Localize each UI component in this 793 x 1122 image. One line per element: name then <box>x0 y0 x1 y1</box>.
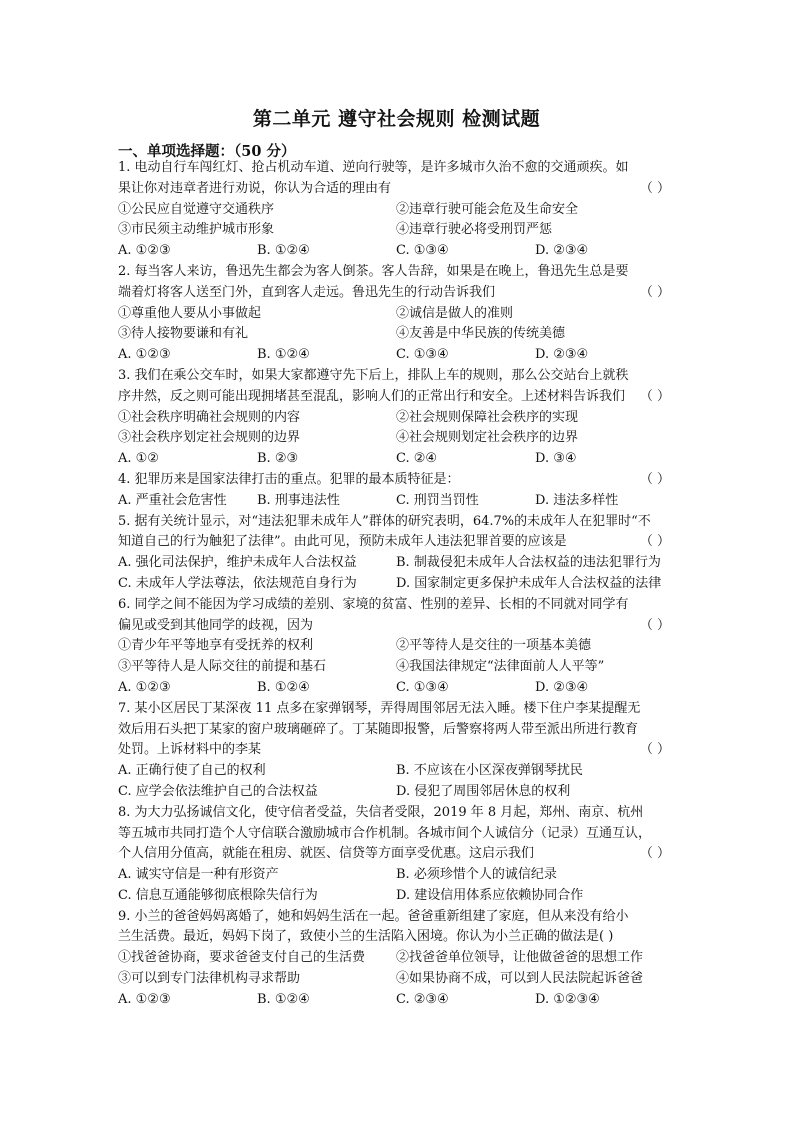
option: B. ①②④ <box>257 243 310 259</box>
question-stem-line <box>118 844 674 865</box>
question-stem-line <box>118 616 674 637</box>
option-row <box>118 345 674 366</box>
statement: ④社会规则划定社会秩序的边界 <box>396 430 579 446</box>
option: D. ②③④ <box>535 243 589 259</box>
stem-text: 处罚。上诉材料中的李某 <box>118 742 262 758</box>
option: B. 不应该在小区深夜弹钢琴扰民 <box>396 763 583 779</box>
question-9 <box>118 907 674 1011</box>
question-5 <box>118 512 674 595</box>
question-stem-line <box>118 158 674 179</box>
stem-text: 6. 同学之间不能因为学习成绩的差别、家境的贫富、性别的差异、长相的不同就对同学有 <box>118 596 629 612</box>
question-1 <box>118 158 674 262</box>
option: A. ①②③ <box>118 347 171 363</box>
statement: ②社会规则保障社会秩序的实现 <box>396 409 579 425</box>
statement-row <box>118 636 674 657</box>
question-6 <box>118 595 674 699</box>
statement-row <box>118 220 674 241</box>
statement: ①找爸爸协商，要求爸爸支付自己的生活费 <box>118 950 366 966</box>
stem-text: 9. 小兰的爸爸妈妈离婚了，她和妈妈生活在一起。爸爸重新组建了家庭，但从来没有给小 <box>118 908 629 924</box>
answer-bracket: （ ） <box>639 284 670 300</box>
option-row <box>118 990 674 1011</box>
answer-bracket: （ ） <box>639 617 670 633</box>
statement-row <box>118 969 674 990</box>
stem-text: 序井然，反之则可能出现拥堵甚至混乱，影响人们的正常出行和安全。上述材料告诉我们 <box>118 388 626 404</box>
question-4 <box>118 470 674 512</box>
answer-bracket: （ ） <box>639 742 670 758</box>
stem-text: 个人信用分值高，就能在租房、就医、信贷等方面享受优惠。这启示我们 <box>118 846 535 862</box>
option-row <box>118 241 674 262</box>
option: D. 侵犯了周围邻居休息的权利 <box>396 783 571 799</box>
answer-bracket: （ ） <box>639 846 670 862</box>
question-stem-line <box>118 262 674 283</box>
stem-text: 效后用石头把丁某家的窗户玻璃砸碎了。丁某随即报警，后警察将两人带至派出所进行教育 <box>118 721 639 737</box>
option: A. ①②③ <box>118 679 171 695</box>
stem-text: 端着灯将客人送至门外，直到客人走远。鲁迅先生的行动告诉我们 <box>118 284 496 300</box>
option: B. ②③ <box>257 451 299 467</box>
statement: ④违章行驶必将受刑罚严惩 <box>396 222 553 238</box>
question-3 <box>118 366 674 470</box>
option: B. ①②④ <box>257 347 310 363</box>
option: B. ①②④ <box>257 991 310 1007</box>
stem-text: 2. 每当客人来访，鲁迅先生都会为客人倒茶。客人告辞，如果是在晚上，鲁迅先生总是要 <box>118 263 629 279</box>
statement-row <box>118 428 674 449</box>
statement: ③可以到专门法律机构寻求帮助 <box>118 971 301 987</box>
stem-text: 8. 为大力弘扬诚信文化，使守信者受益，失信者受限，2019 年 8 月起，郑州、南京、杭州 <box>118 804 644 820</box>
statement-row <box>118 304 674 325</box>
option: A. 正确行使了自己的权利 <box>118 763 266 779</box>
option: D. ①②③④ <box>535 991 600 1007</box>
question-stem-line <box>118 699 674 720</box>
option: D. 国家制定更多保护未成年人合法权益的法律 <box>396 575 662 591</box>
stem-text: 等五城市共同打造个人守信联合激励城市合作机制。各城市间个人诚信分（记录）互通互认， <box>118 825 652 841</box>
question-stem-line <box>118 283 674 304</box>
option-row <box>118 574 674 595</box>
question-8 <box>118 803 674 907</box>
option: C. ②③④ <box>396 991 449 1007</box>
option: A. 严重社会危害性 <box>118 492 227 508</box>
question-list <box>118 158 674 1011</box>
option-row <box>118 782 674 803</box>
option-row <box>118 761 674 782</box>
statement-row <box>118 324 674 345</box>
statement: ②找爸爸单位领导，让他做爸爸的思想工作 <box>396 950 644 966</box>
statement: ①公民应自觉遵守交通秩序 <box>118 201 275 217</box>
statement-row <box>118 657 674 678</box>
option: A. ①② <box>118 451 159 467</box>
option: D. ②③④ <box>535 679 589 695</box>
option: A. ①②③ <box>118 991 171 1007</box>
option: D. 违法多样性 <box>535 492 619 508</box>
question-stem-line <box>118 532 674 553</box>
option: C. 刑罚当罚性 <box>396 492 479 508</box>
statement: ③平等待人是人际交往的前提和基石 <box>118 659 327 675</box>
option: B. 必须珍惜个人的诚信纪录 <box>396 867 557 883</box>
option-row <box>118 678 674 699</box>
option: B. 刑事违法性 <box>257 492 340 508</box>
question-2 <box>118 262 674 366</box>
stem-text: 7. 某小区居民丁某深夜 11 点多在家弹钢琴，弄得周围邻居无法入睡。楼下住户李某提醒无 <box>118 700 641 716</box>
statement: ③市民须主动维护城市形象 <box>118 222 275 238</box>
option: B. 制裁侵犯未成年人合法权益的违法犯罪行为 <box>396 555 661 571</box>
statement: ①青少年平等地享有受抚养的权利 <box>118 638 314 654</box>
statement: ④我国法律规定“法律面前人人平等” <box>396 659 605 675</box>
option: C. ①③④ <box>396 679 449 695</box>
option-row <box>118 449 674 470</box>
option-row <box>118 553 674 574</box>
question-stem-line <box>118 179 674 200</box>
statement: ①尊重他人要从小事做起 <box>118 305 262 321</box>
statement: ③社会秩序划定社会规则的边界 <box>118 430 301 446</box>
question-stem-line <box>118 470 674 491</box>
option: C. ②④ <box>396 451 438 467</box>
option: B. ①②④ <box>257 679 310 695</box>
option: A. 诚实守信是一种有形资产 <box>118 867 279 883</box>
statement: ③待人接物要谦和有礼 <box>118 326 249 342</box>
option: C. 信息互通能够彻底根除失信行为 <box>118 887 318 903</box>
stem-text: 知道自己的行为触犯了法律”。由此可见，预防未成年人违法犯罪首要的应该是 <box>118 534 567 550</box>
question-stem-line <box>118 803 674 824</box>
statement: ①社会秩序明确社会规则的内容 <box>118 409 301 425</box>
stem-text: 果让你对违章者进行劝说，你认为合适的理由有 <box>118 180 392 196</box>
answer-bracket: （ ） <box>639 534 670 550</box>
option: D. ③④ <box>535 451 577 467</box>
answer-bracket: （ ） <box>639 471 670 487</box>
option-row <box>118 865 674 886</box>
option: D. 建设信用体系应依赖协同合作 <box>396 887 584 903</box>
answer-bracket: （ ） <box>639 180 670 196</box>
statement-row <box>118 408 674 429</box>
question-stem-line <box>118 595 674 616</box>
statement: ②平等待人是交往的一项基本美德 <box>396 638 592 654</box>
option: A. 强化司法保护，维护未成年人合法权益 <box>118 555 357 571</box>
statement: ④如果协商不成，可以到人民法院起诉爸爸 <box>396 971 644 987</box>
question-stem-line <box>118 907 674 928</box>
stem-text: 5. 据有关统计显示，对“违法犯罪未成年人”群体的研究表明，64.7%的未成年人在犯罪时“不 <box>118 513 651 529</box>
question-stem-line <box>118 927 674 948</box>
statement: ②违章行驶可能会危及生命安全 <box>396 201 579 217</box>
question-stem-line <box>118 366 674 387</box>
option: C. ①③④ <box>396 347 449 363</box>
question-stem-line <box>118 740 674 761</box>
stem-text: 偏见或受到其他同学的歧视，因为 <box>118 617 314 633</box>
page-title: 第二单元 遵守社会规则 检测试题 <box>252 108 541 130</box>
question-stem-line <box>118 387 674 408</box>
stem-text: 4. 犯罪历来是国家法律打击的重点。犯罪的最本质特征是： <box>118 471 460 487</box>
statement-row <box>118 948 674 969</box>
stem-text: 兰生活费。最近，妈妈下岗了，致使小兰的生活陷入困境。你认为小兰正确的做法是( ) <box>118 929 614 945</box>
question-stem-line <box>118 720 674 741</box>
option: C. 未成年人学法尊法，依法规范自身行为 <box>118 575 357 591</box>
question-7 <box>118 699 674 803</box>
answer-bracket: （ ） <box>639 388 670 404</box>
stem-text: 3. 我们在乘公交车时，如果大家都遵守先下后上，排队上车的规则，那么公交站台上就秩 <box>118 367 629 383</box>
option: A. ①②③ <box>118 243 171 259</box>
stem-text: 1. 电动自行车闯红灯、抢占机动车道、逆向行驶等，是许多城市久治不愈的交通顽疾。如 <box>118 160 629 175</box>
option-row <box>118 491 674 512</box>
option: D. ②③④ <box>535 347 589 363</box>
option: C. 应学会依法维护自己的合法权益 <box>118 783 318 799</box>
option-row <box>118 886 674 907</box>
statement: ④友善是中华民族的传统美德 <box>396 326 566 342</box>
statement-row <box>118 200 674 221</box>
option: C. ①③④ <box>396 243 449 259</box>
section-heading: 一、单项选择题：（50 分） <box>118 143 296 160</box>
statement: ②诚信是做人的准则 <box>396 305 514 321</box>
question-stem-line <box>118 512 674 533</box>
question-stem-line <box>118 824 674 845</box>
